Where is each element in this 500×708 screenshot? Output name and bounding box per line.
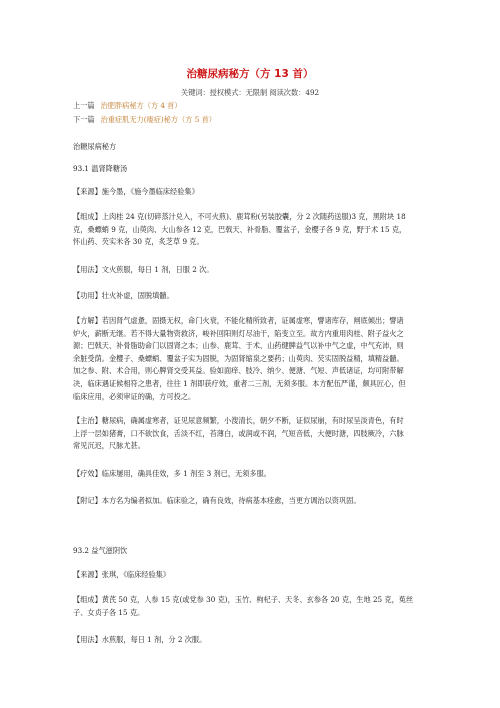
text-line: 常见沉迟，尺脉尤甚。 [73,441,145,451]
article-meta: 关键词：授权模式：无限制 阅读次数：492 [180,88,320,97]
text-line: 加之参、附、术合用，则心脾肾交受其益。验如面痒、肢冷、纳少、便溏、气短、声低诸证，均可附带解 [73,366,404,376]
section-title: 治糖尿病秘方 [73,142,117,151]
recipe-composition [73,211,433,249]
recipe-note: 【附记】本方名为编者拟加。临床验之，确有良效，待病基本痊愈，当更方调治以资巩固。 [73,496,361,505]
next-article-link[interactable]: 治重症肌无力(瘘症)秘方（方 5 首） [100,115,216,124]
text-line: 临床应用，必须审证的确，方可投之。 [73,391,196,401]
recipe-indication [73,415,433,453]
text-line: 炉火，薪断无继。若不得大量物资救济，峻补回阳则灯尽油干，陷变立至。故方内重用肉桂、附子益火之 [73,328,404,338]
article-title: 治糖尿病秘方（方 13 首） [186,68,314,80]
prev-label: 上一篇 [73,101,95,110]
prev-article-nav [73,101,182,111]
text-line: 决，临床遇证候相符之患者，往往 1 剂即获疗效，重者二三剂，无须多服。本方配伍严谨，颇具匠心，但 [73,378,406,388]
recipe-composition [73,594,433,619]
text-line: 克，桑螵蛸 9 克，山萸肉、大山参各 12 克，巴戟天、补骨脂、覆盆子，金樱子各 9 克，野于术 15 克， [73,224,407,234]
recipe-efficacy: 【疗效】临床屡用，确具佳效，多 1 剂至 3 剂已，无须多服。 [73,469,271,478]
text-line: 源；巴戟天、补骨脂助命门以固肾之本；山参、鹿茸、于术、山药健脾益气以补中气之虚，中气充沛，则 [73,341,404,351]
recipe-usage: 【用法】水煎服，每日 1 剂，分 2 次服。 [73,635,207,644]
recipe-explanation [73,315,433,403]
recipe-source: 【来源】施今墨，《施今墨临床经验集》 [73,187,199,196]
recipe-source: 【来源】张琪，《临床经验集》 [73,570,171,579]
prev-article-link[interactable]: 治肥胖病秘方（方 4 首） [100,101,182,110]
next-article-nav [73,115,216,125]
recipe-usage: 【用法】文火煎服，每日 1 剂，日服 2 次。 [73,265,214,274]
text-line: 余脏受荫。金樱子、桑螵蛸、覆盆子实为固脱，为固肾缩泉之要药；山萸肉、芡实固脱益精，填精益髓。 [73,353,404,363]
text-line: 【方解】若因肾气虚惫，固摄无权，命门火衰，不能化精所致者，证属虚寒，譬诸库存，闸底倾出；譬诸 [73,316,404,325]
text-line: 上浮一层如猪膏，口不欲饮食，舌淡不红，苔薄白，或润或不润，气短音低，大便时溏，四肢厥冷，六脉 [73,428,404,438]
recipe-heading: 93.1 温肾降糖汤 [73,164,128,173]
text-line: 【组成】上肉桂 24 克(切碎蒸汁兑入，不可火煎)、鹿茸粉(另装胶囊，分 2 次随药送服)3 克，黑附块 18 [73,212,406,221]
text-line: 【主治】糖尿病，确属虚寒者，证见尿意频繁，小溲清长，朝夕不断，证似尿崩，有时尿呈淡青色，有时 [73,416,404,425]
text-line: 子、女贞子各 15 克。 [73,607,145,617]
next-label: 下一篇 [73,115,95,124]
recipe-function: 【功用】壮火补虚，固脱填髓。 [73,291,174,300]
recipe-heading: 93.2 益气滋阴饮 [73,546,128,555]
text-line: 怀山药、芡实米各 30 克，炙芝草 9 克。 [73,237,204,247]
text-line: 【组成】黄芪 50 克，人参 15 克(或党参 30 克)，玉竹、枸杞子、天冬、玄参各 20 克，生地 25 克，菟丝 [73,595,414,604]
